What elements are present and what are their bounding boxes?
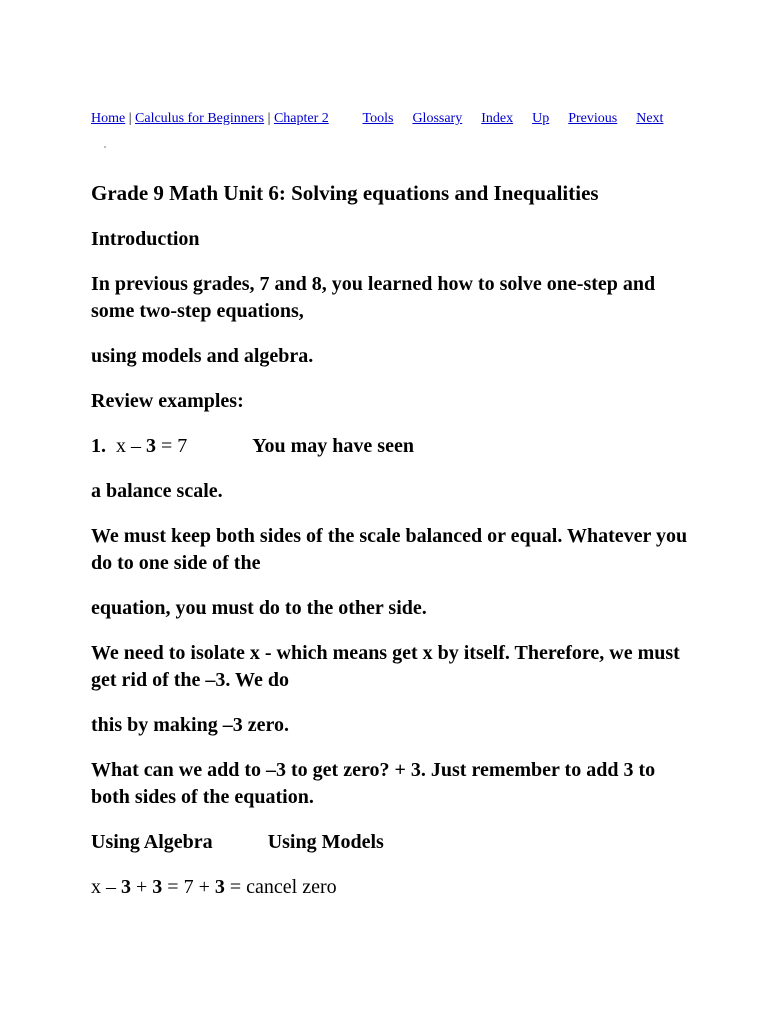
heading-using-algebra: Using Algebra xyxy=(91,831,213,853)
equation-result-7: 7 xyxy=(177,435,188,457)
paragraph-isolate-x: We need to isolate x - which means get x by itself. Therefore, we must get rid of the –3. We do xyxy=(91,642,680,691)
final-minus: – xyxy=(106,876,116,898)
paragraph-balance-scale: a balance scale. xyxy=(91,480,223,502)
heading-using-models: Using Models xyxy=(267,831,384,853)
final-equals-b: = xyxy=(229,876,242,898)
section-heading-introduction: Introduction xyxy=(91,228,200,250)
paragraph-previous-grades: In previous grades, 7 and 8, you learned how to solve one-step and some two-step equations, xyxy=(91,273,656,322)
nav-link-previous[interactable]: Previous xyxy=(568,111,618,126)
nav-link-next[interactable]: Next xyxy=(636,111,664,126)
nav-separator: | xyxy=(128,111,132,126)
equation-constant-3: 3 xyxy=(146,435,156,457)
nav-link-tools[interactable]: Tools xyxy=(362,111,394,126)
final-three-a: 3 xyxy=(121,876,131,898)
nav-link-home[interactable]: Home xyxy=(91,111,126,126)
equation-variable-x: x xyxy=(116,435,126,457)
nav-link-glossary[interactable]: Glossary xyxy=(412,111,463,126)
example-note: You may have seen xyxy=(252,435,414,457)
nav-link-chapter-2[interactable]: Chapter 2 xyxy=(273,111,329,126)
paragraph-other-side: equation, you must do to the other side. xyxy=(91,597,427,619)
paragraph-add-three: What can we add to –3 to get zero? + 3. Just remember to add 3 to both sides of the equation. xyxy=(91,759,656,808)
final-plus-a: + xyxy=(136,876,148,898)
nav-link-calculus-for-beginners[interactable]: Calculus for Beginners xyxy=(135,111,265,126)
paragraph-review-examples: Review examples: xyxy=(91,390,244,412)
nav-separator: | xyxy=(267,111,271,126)
example-number: 1. xyxy=(91,435,106,457)
paragraph-making-zero: this by making –3 zero. xyxy=(91,714,289,736)
final-seven: 7 xyxy=(183,876,194,898)
nav-link-index[interactable]: Index xyxy=(481,111,514,126)
using-headings-line xyxy=(91,829,691,856)
final-equals-a: = xyxy=(167,876,179,898)
document-body xyxy=(91,180,691,919)
equation-equals: = xyxy=(161,435,173,457)
equation-minus: – xyxy=(131,435,141,457)
final-cancel-zero: cancel zero xyxy=(246,876,337,898)
final-variable-x: x xyxy=(91,876,101,898)
navigation-bar xyxy=(91,111,691,127)
final-three-b: 3 xyxy=(152,876,163,898)
paragraph-keep-balanced: We must keep both sides of the scale balanced or equal. Whatever you do to one side of the xyxy=(91,525,688,574)
decorative-dot xyxy=(104,146,106,148)
final-three-c: 3 xyxy=(214,876,225,898)
algebra-equation-line xyxy=(91,874,691,901)
paragraph-models-algebra: using models and algebra. xyxy=(91,345,314,367)
page-title: Grade 9 Math Unit 6: Solving equations and Inequalities xyxy=(91,181,599,205)
example-equation-line xyxy=(91,433,691,460)
nav-link-up[interactable]: Up xyxy=(532,111,550,126)
final-plus-b: + xyxy=(198,876,210,898)
